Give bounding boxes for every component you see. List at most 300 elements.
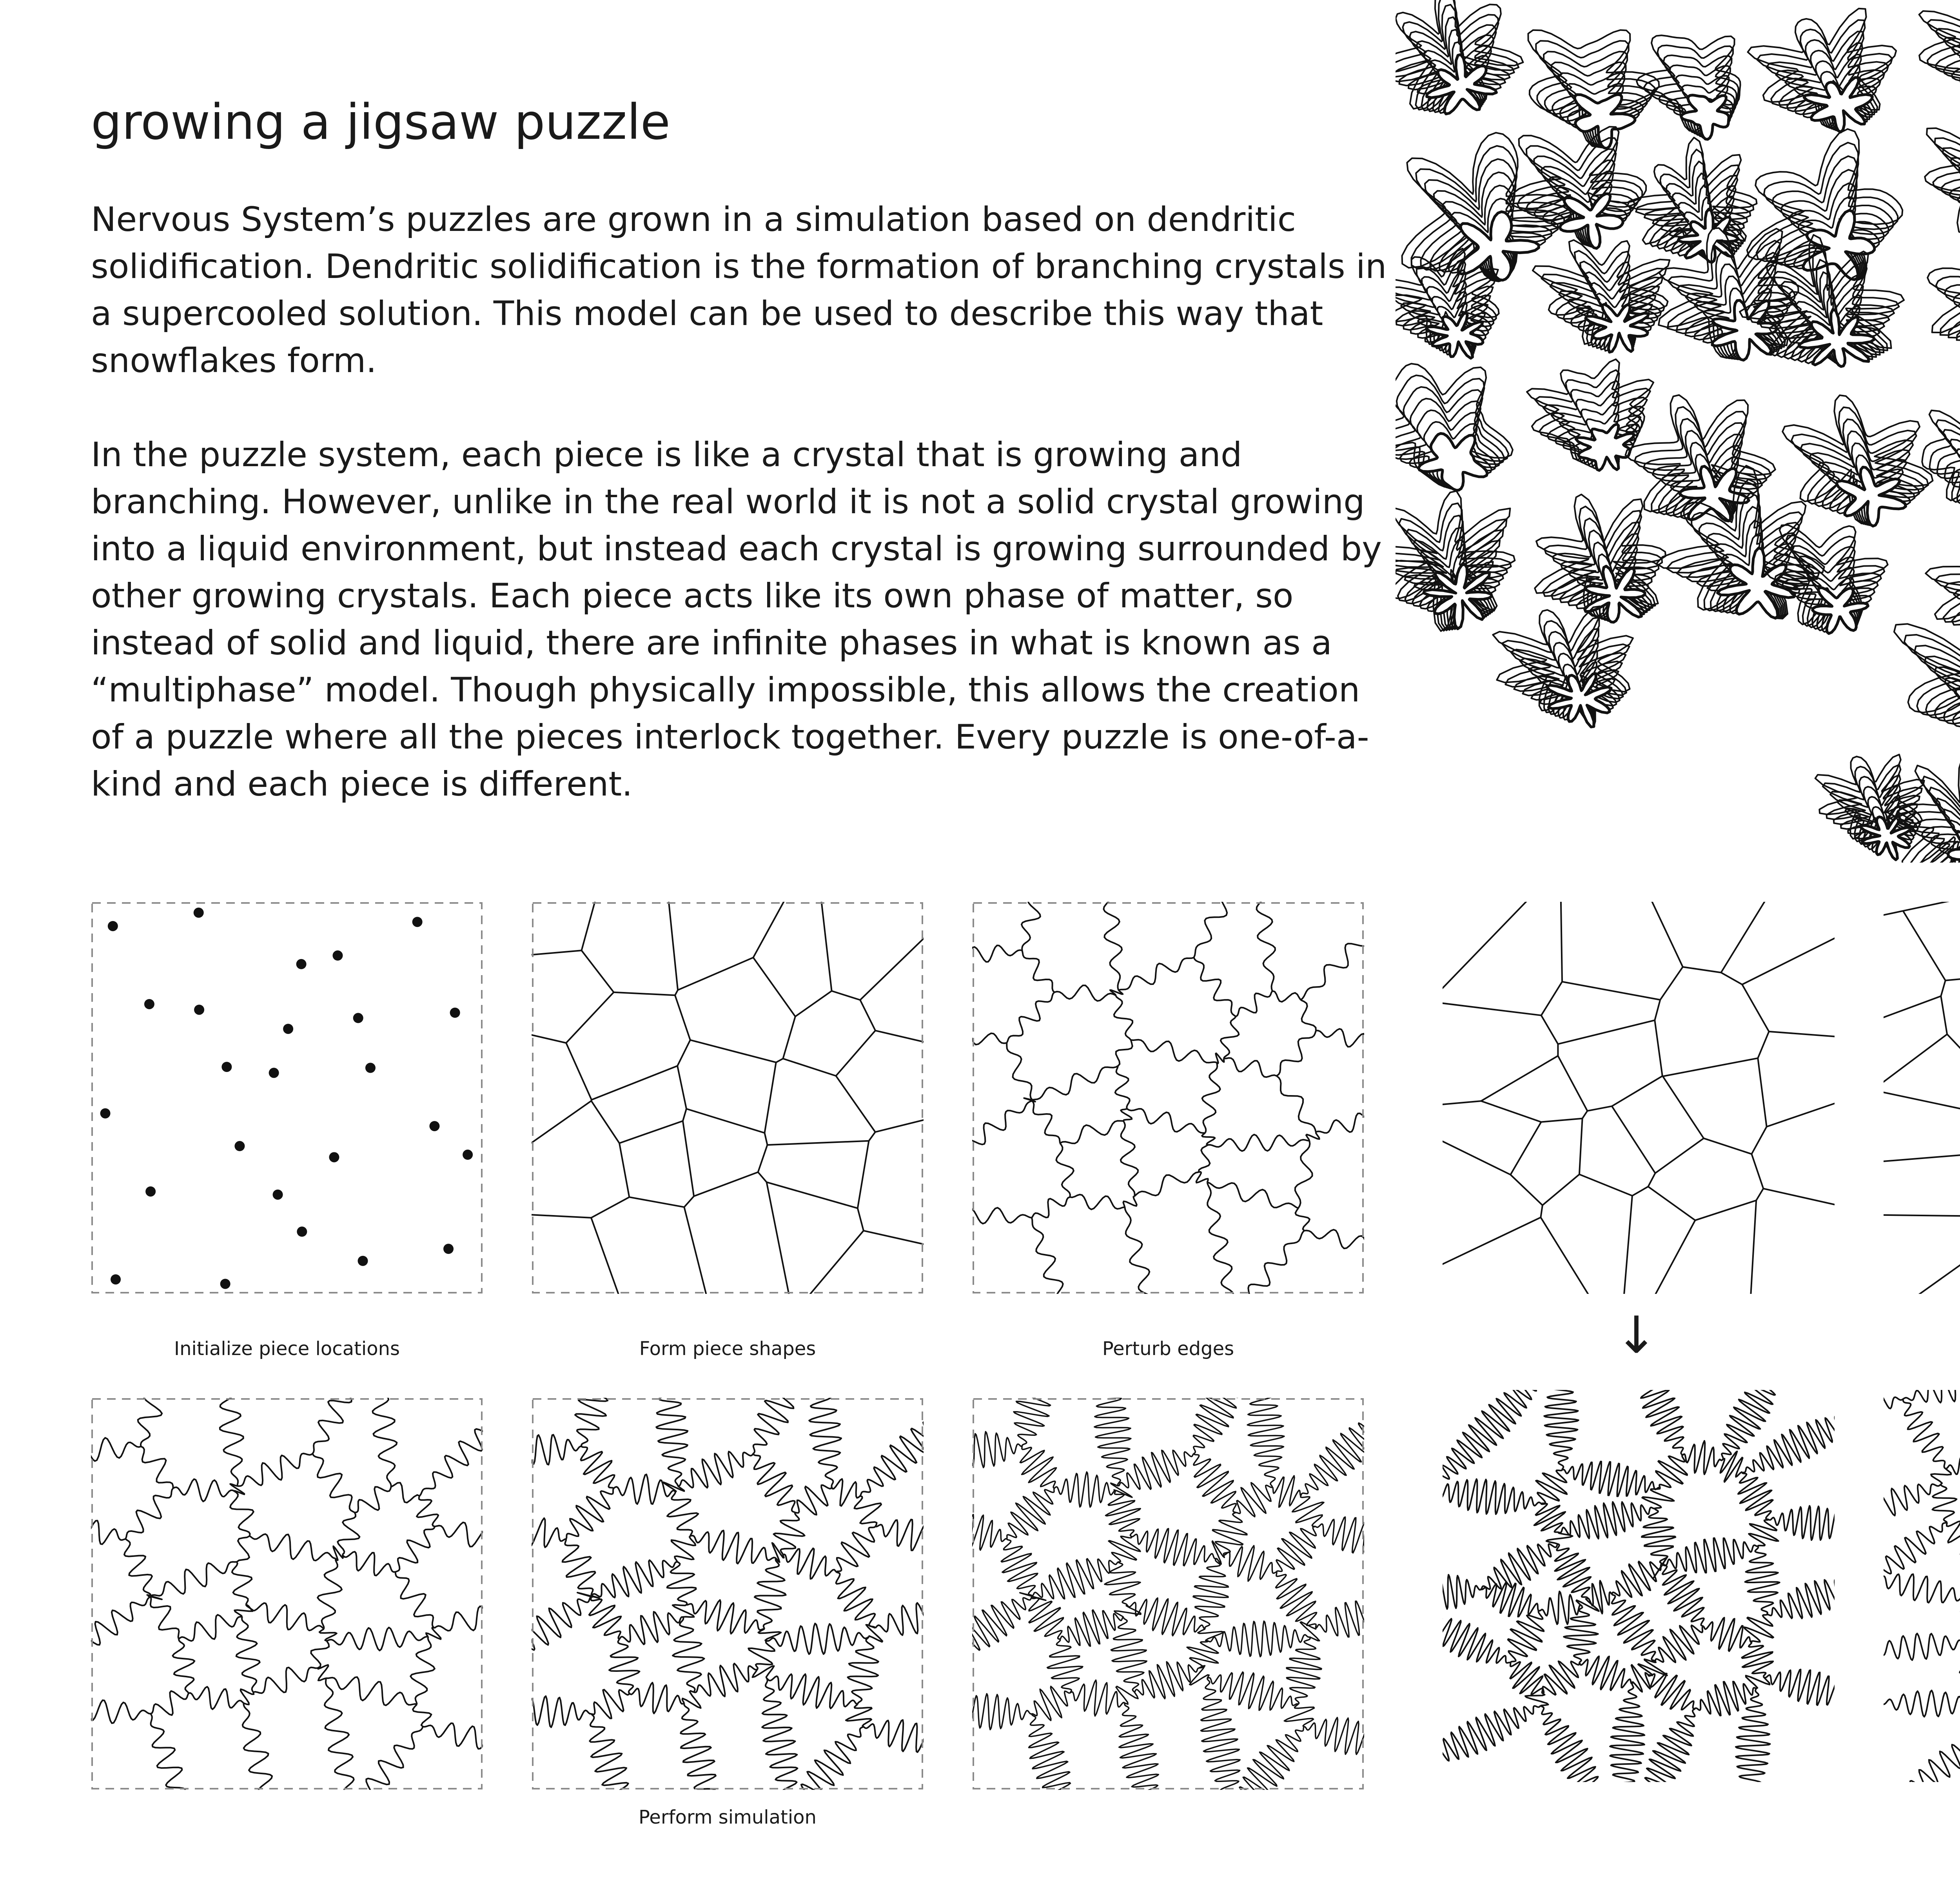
piece-edge [1742, 985, 1769, 1032]
seed-point [221, 1062, 232, 1072]
seed-point [234, 1141, 245, 1151]
piece-edge [793, 1727, 864, 1790]
piece-edge [1032, 1197, 1070, 1218]
piece-edge [694, 1664, 758, 1697]
piece-edge [1443, 902, 1549, 1002]
piece-edge [1304, 1230, 1364, 1250]
dashed-frame [92, 903, 482, 1293]
piece-edge [875, 1114, 924, 1132]
piece-edge [758, 1629, 781, 1641]
piece-edge [396, 1572, 435, 1628]
piece-edge [858, 1141, 869, 1208]
piece-edge [1656, 1455, 1687, 1488]
piece-edge [1555, 1544, 1591, 1599]
piece-edge [1610, 1684, 1644, 1782]
piece-edge [1032, 1101, 1060, 1143]
piece-edge [435, 1522, 483, 1547]
piece-edge [236, 1617, 260, 1692]
piece-edge [319, 1629, 337, 1641]
piece-edge [776, 1059, 783, 1063]
piece-edge [1194, 957, 1236, 1016]
seed-point [443, 1244, 454, 1254]
piece-edge [972, 1515, 1007, 1550]
seed-point [358, 1256, 368, 1266]
piece-edge [1207, 1182, 1234, 1294]
piece-edge [1655, 1020, 1662, 1076]
piece-edge [1944, 1519, 1960, 1547]
piece-edge [848, 1637, 878, 1704]
grown-voronoi-puzzle-diagram [1443, 1390, 1835, 1782]
piece-edge [864, 1231, 924, 1250]
piece-edge [690, 1531, 776, 1564]
piece-edge [582, 950, 614, 992]
piece-edge [220, 1398, 243, 1486]
piece-edge [1683, 1441, 1721, 1475]
piece-edge [419, 1412, 483, 1496]
panel-simulation-3 [972, 1398, 1364, 1790]
seed-point [194, 908, 204, 918]
piece-edge [755, 1559, 786, 1629]
piece-edge [767, 1182, 793, 1294]
piece-edge [237, 1453, 312, 1486]
piece-edge [1304, 1718, 1364, 1755]
piece-edge [1587, 1581, 1612, 1614]
piece-edge [591, 1100, 592, 1101]
piece-edge [1295, 1141, 1312, 1208]
dendritic-growth-illustration [1396, 0, 1960, 863]
piece-edge [1947, 1031, 1960, 1058]
piece-edge [1193, 1559, 1229, 1629]
piece-edge [1744, 1615, 1773, 1642]
piece-edge [1029, 1597, 1063, 1639]
piece-edge [1558, 1056, 1587, 1111]
piece-edge [866, 1625, 883, 1642]
panel-grown-voronoi [1443, 1390, 1835, 1782]
seed-point [145, 1186, 156, 1197]
piece-edge [836, 1526, 876, 1572]
piece-edge [1276, 1572, 1317, 1628]
piece-edge [1643, 1220, 1695, 1294]
piece-edge [1301, 1000, 1316, 1030]
piece-edge [1202, 1133, 1215, 1145]
piece-edge [1541, 982, 1562, 1015]
piece-edge [629, 1197, 684, 1207]
piece-edge [1054, 1472, 1116, 1507]
piece-edge [1884, 1478, 1945, 1528]
piece-edge [1032, 1686, 1070, 1720]
seed-point [450, 1008, 460, 1018]
piece-edge [1443, 1575, 1481, 1609]
piece-edge [678, 1451, 753, 1488]
dendrite-contour [1424, 564, 1492, 629]
piece-edge [1194, 902, 1238, 957]
piece-edge [1443, 1706, 1541, 1764]
piece-edge [1208, 1621, 1310, 1657]
piece-edge [566, 1488, 613, 1539]
seed-point [108, 921, 118, 931]
piece-edge [1103, 902, 1122, 990]
piece-edge [1131, 1529, 1217, 1566]
piece-edge [355, 1487, 391, 1512]
piece-edge [686, 1600, 765, 1634]
piece-edge [1116, 1686, 1138, 1704]
piece-edge [243, 1703, 272, 1790]
piece-edge [1884, 996, 1944, 1033]
piece-edge [1070, 1195, 1125, 1210]
piece-edge [972, 1597, 1032, 1655]
piece-edge [675, 995, 690, 1040]
piece-edge [972, 945, 1022, 962]
piece-edge [410, 1637, 435, 1704]
piece-edge [91, 1438, 141, 1461]
piece-edge [581, 1446, 615, 1488]
piece-edge [1763, 1188, 1835, 1210]
piece-edge [1127, 1598, 1205, 1636]
piece-edge [793, 1231, 864, 1294]
piece-edge [783, 1059, 836, 1076]
caption-perturb: Perturb edges [1102, 1338, 1234, 1360]
piece-edge [391, 1483, 420, 1503]
piece-edge [1884, 1623, 1960, 1670]
seed-point [332, 950, 343, 961]
piece-edge [1695, 1201, 1756, 1221]
piece-edge [1007, 992, 1054, 1043]
piece-edge [396, 1526, 435, 1572]
piece-edge [1622, 1196, 1632, 1294]
piece-edge [1121, 1121, 1138, 1196]
piece-edge [1115, 1066, 1130, 1109]
piece-edge [172, 1639, 194, 1693]
piece-edge [1561, 902, 1562, 982]
piece-edge [91, 1597, 151, 1655]
piece-edge [671, 1536, 695, 1562]
piece-edge [684, 1207, 712, 1294]
piece-edge [1612, 1594, 1655, 1661]
piece-edge [836, 1030, 876, 1076]
piece-edge [1704, 1618, 1751, 1651]
piece-edge [1884, 1522, 1955, 1578]
piece-edge [667, 1562, 696, 1605]
voronoi-cells-diagram [532, 902, 924, 1294]
piece-edge [1001, 1539, 1038, 1596]
piece-edge [1014, 1398, 1051, 1446]
piece-edge [666, 902, 678, 990]
piece-edge [1543, 1661, 1579, 1695]
piece-edge [591, 1218, 627, 1294]
piece-edge [1543, 1174, 1579, 1205]
piece-edge [1481, 1056, 1558, 1101]
piece-edge [1660, 967, 1683, 1000]
piece-edge [413, 1704, 431, 1727]
piece-edge [311, 1641, 329, 1668]
piece-edge [1558, 1020, 1655, 1044]
system-paragraph: In the puzzle system, each piece is like a crystal that is growing and branching. However, unlike in the real world it is not a solid crystal growing into a liquid environment, but instead each crystal is growing surrounded by other growing crystals. Each piece acts like its own phase of matter, so instead of solid and liquid, there are infinite phases in what is known as a “multiphase” model. Though physically impossible, this allows the creation of a puzzle where all the pieces interlock together. Every puzzle is one-of-a-kind and each piece is different. [91, 435, 1382, 804]
piece-edge [1655, 1138, 1704, 1173]
piece-edge [1134, 1172, 1199, 1196]
piece-edge [1223, 1546, 1276, 1581]
piece-edge [1187, 1641, 1218, 1668]
piece-edge [591, 1689, 629, 1719]
piece-edge [1272, 991, 1301, 1002]
piece-edge [1510, 1662, 1543, 1695]
piece-edge [1123, 1196, 1137, 1207]
piece-edge [1060, 1121, 1123, 1144]
seed-points-diagram [91, 902, 483, 1294]
piece-edge [230, 1491, 254, 1536]
piece-edge [532, 1101, 591, 1159]
piece-edge [566, 1043, 592, 1100]
piece-edge [1116, 1040, 1132, 1066]
piece-edge [125, 1488, 173, 1539]
seed-point [111, 1274, 121, 1284]
piece-edge [1736, 1689, 1770, 1782]
piece-edge [1134, 1662, 1199, 1699]
seed-point [296, 959, 307, 969]
piece-edge [1758, 1058, 1766, 1127]
piece-edge [1891, 1244, 1960, 1294]
piece-edge [325, 1678, 354, 1790]
piece-edge [1632, 1665, 1650, 1692]
piece-edge [1738, 1473, 1773, 1520]
piece-edge [1525, 1693, 1548, 1706]
dashed-frame [973, 903, 1363, 1293]
panel-layout-stretched [1884, 902, 1960, 1294]
piece-edge [1443, 1390, 1549, 1490]
seed-point [144, 999, 154, 1009]
piece-edge [234, 1605, 253, 1617]
piece-edge [1884, 1034, 1955, 1090]
grown-stretched-puzzle-diagram [1884, 1390, 1960, 1782]
piece-edge [1583, 1111, 1588, 1118]
piece-edge [1901, 1393, 1947, 1475]
piece-edge [589, 1597, 621, 1639]
piece-edge [972, 1694, 1032, 1730]
piece-edge [1903, 905, 1945, 986]
piece-edge [532, 1696, 591, 1728]
piece-edge [1648, 1186, 1695, 1220]
piece-edge [318, 1559, 342, 1629]
piece-edge [1751, 1127, 1766, 1154]
piece-edge [1562, 982, 1660, 1000]
piece-edge [1642, 1508, 1675, 1564]
piece-edge [1662, 1564, 1704, 1626]
piece-edge [1316, 1114, 1364, 1133]
piece-edge [532, 1435, 582, 1465]
piece-edge [151, 1562, 237, 1596]
piece-edge [694, 1172, 758, 1196]
panel-layout-voronoi [1443, 902, 1835, 1294]
piece-edge [151, 1597, 179, 1639]
piece-edge [753, 902, 797, 957]
piece-edge [678, 957, 753, 990]
piece-edge [619, 1143, 629, 1197]
piece-edge [1196, 1172, 1208, 1183]
piece-edge [1054, 985, 1116, 1001]
piece-edge [1884, 1559, 1960, 1617]
piece-edge [313, 1453, 355, 1512]
piece-edge [1612, 1076, 1662, 1106]
arrow-down-icon: ↓ [1615, 1305, 1658, 1365]
piece-edge [532, 1213, 591, 1218]
seed-point [269, 1068, 279, 1078]
piece-edge [1296, 1208, 1310, 1231]
piece-edge [1221, 1017, 1239, 1059]
piece-edge [1060, 1610, 1123, 1646]
piece-edge [1277, 1030, 1316, 1076]
piece-edge [1927, 1482, 1960, 1525]
piece-edge [1306, 1132, 1319, 1141]
piece-edge [1884, 1390, 1906, 1430]
piece-edge [768, 1624, 869, 1654]
piece-edge [1704, 1138, 1751, 1154]
piece-edge [1763, 1669, 1835, 1705]
seed-point [297, 1226, 307, 1237]
piece-edge [683, 1109, 686, 1121]
piece-edge [1105, 1562, 1140, 1605]
piece-edge [566, 992, 613, 1043]
piece-edge [1223, 1058, 1276, 1077]
piece-edge [753, 1453, 795, 1512]
piece-edge [1119, 1703, 1159, 1790]
piece-edge [1938, 981, 1949, 996]
piece-edge [809, 1398, 841, 1487]
seed-point [194, 1005, 204, 1015]
piece-edge [1194, 1453, 1236, 1512]
piece-edge [1958, 1564, 1960, 1600]
dendritic-growth-drawing [1396, 0, 1960, 863]
piece-edge [1236, 1483, 1272, 1517]
piece-edge [1022, 902, 1043, 950]
piece-edge [1749, 1201, 1756, 1294]
seed-point [273, 1190, 283, 1200]
piece-edge [675, 990, 678, 995]
panel-form-shapes [532, 902, 924, 1294]
seed-point [429, 1121, 439, 1131]
piece-edge [860, 916, 924, 1000]
piece-edge [774, 1513, 805, 1555]
piece-edge [629, 1683, 684, 1714]
piece-edge [667, 1491, 698, 1536]
panel-simulation-2 [532, 1398, 924, 1790]
caption-simulate: Perform simulation [639, 1806, 817, 1828]
piece-edge [758, 1172, 767, 1183]
piece-edge [1443, 1101, 1481, 1106]
piece-edge [1544, 1390, 1578, 1470]
piece-edge [1276, 1526, 1316, 1572]
piece-edge [1562, 1462, 1660, 1497]
piece-edge [1579, 1119, 1583, 1175]
piece-edge [767, 1182, 858, 1208]
piece-edge [151, 1714, 186, 1790]
piece-edge [1208, 1135, 1310, 1151]
piece-edge [1114, 995, 1132, 1040]
piece-edge [1536, 1470, 1567, 1504]
piece-edge [1047, 1639, 1083, 1693]
piece-edge [1541, 1015, 1558, 1044]
piece-edge [875, 1030, 924, 1047]
piece-edge [1612, 1106, 1655, 1173]
piece-edge [619, 1612, 683, 1644]
piece-edge [1931, 1468, 1953, 1486]
intro-paragraph: Nervous System’s puzzles are grown in a simulation based on dendritic solidification. Dendritic solidification is the formation of branching crystals in a supercooled solution. This model can be used to describe this way that snowflakes form. [91, 200, 1387, 380]
piece-edge [417, 1496, 438, 1526]
piece-edge [765, 1133, 768, 1145]
piece-edge [246, 1603, 324, 1631]
piece-edge [138, 1398, 163, 1446]
piece-edge [1534, 1504, 1566, 1532]
piece-edge [1541, 1205, 1543, 1217]
piece-edge [875, 1603, 924, 1635]
piece-edge [1884, 911, 1903, 928]
piece-edge [124, 1539, 152, 1596]
piece-edge [582, 902, 602, 950]
piece-edge [1884, 1195, 1960, 1236]
piece-edge [532, 1517, 566, 1547]
piece-edge [1769, 1506, 1835, 1540]
piece-edge [1277, 1076, 1316, 1132]
piece-edge [972, 1101, 1032, 1159]
piece-edge [1292, 1496, 1324, 1526]
panel-initialize-points [91, 902, 483, 1294]
piece-edge [1443, 1002, 1541, 1015]
piece-edge [1945, 968, 1960, 987]
panel-perturb-edges [972, 902, 1364, 1294]
piece-edge [1695, 1682, 1756, 1716]
piece-edge [686, 1109, 765, 1133]
piece-edge [819, 902, 832, 991]
piece-edge [836, 1076, 875, 1132]
piece-edge [1720, 1451, 1743, 1482]
piece-edge [748, 1641, 775, 1668]
piece-edge [532, 1030, 566, 1043]
piece-edge [1301, 1412, 1364, 1496]
piece-edge [1721, 973, 1742, 985]
seed-point [353, 1013, 363, 1023]
piece-edge [1742, 1415, 1835, 1473]
piece-edge [1884, 1071, 1960, 1129]
piece-edge [1655, 1000, 1660, 1020]
piece-edge [1745, 1546, 1780, 1615]
perturbed-edges-diagram [972, 902, 1364, 1294]
simulation-stage-2-diagram [532, 1398, 924, 1790]
piece-edge [1443, 1479, 1541, 1514]
piece-edge [1443, 1217, 1541, 1275]
piece-edge [326, 1677, 417, 1705]
dendrite-contour [1681, 95, 1729, 140]
piece-edge [1903, 902, 1960, 911]
piece-edge [1207, 1672, 1298, 1710]
piece-edge [1125, 1207, 1152, 1294]
piece-edge [1118, 957, 1194, 990]
voronoi-layout-diagram [1443, 902, 1835, 1294]
piece-edge [972, 1431, 1022, 1468]
piece-edge [673, 1617, 704, 1692]
seed-point [365, 1063, 376, 1073]
piece-edge [173, 1479, 234, 1501]
piece-edge [592, 1560, 677, 1598]
piece-edge [673, 1605, 694, 1617]
piece-edge [832, 991, 860, 1000]
piece-edge [1939, 996, 1949, 1034]
piece-edge [1216, 1053, 1224, 1063]
piece-edge [563, 1539, 595, 1596]
caption-initialize: Initialize piece locations [174, 1338, 400, 1360]
piece-edge [1510, 1122, 1541, 1175]
piece-edge [1749, 1520, 1779, 1546]
piece-edge [1234, 1231, 1304, 1294]
piece-edge [592, 1066, 677, 1100]
page-title: growing a jigsaw puzzle [91, 94, 671, 151]
